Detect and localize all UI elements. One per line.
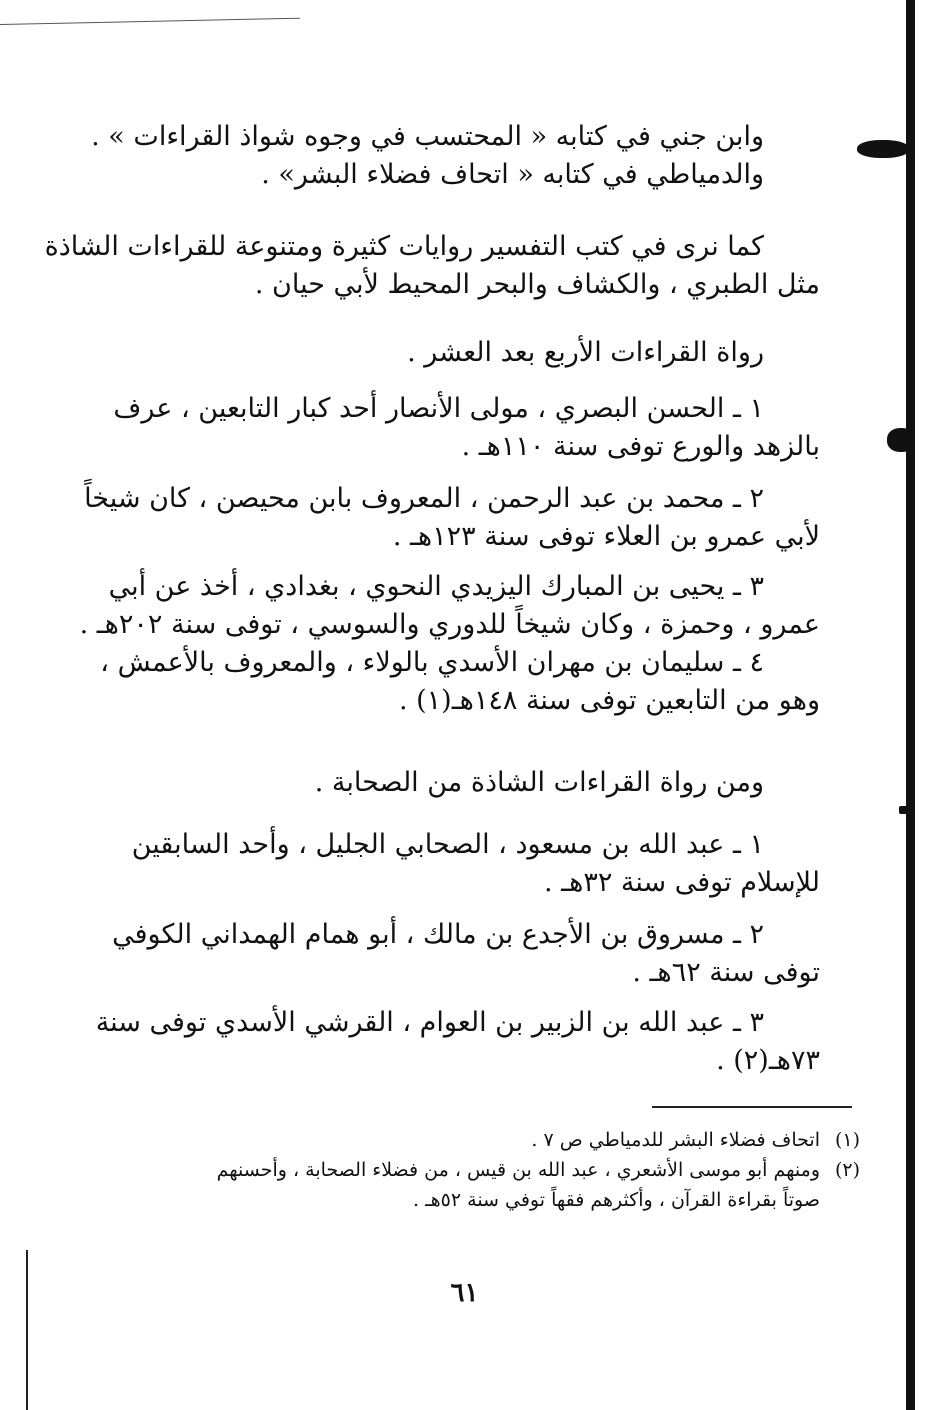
text-line: توفى سنة ٦٢هـ . [632, 957, 820, 988]
scan-edge-line [0, 18, 300, 25]
ink-blot [899, 806, 913, 814]
footnote-text: ومنهم أبو موسى الأشعري ، عبد الله بن قيس ، من فضلاء الصحابة ، وأحسنهم [216, 1159, 820, 1181]
page-edge-line [26, 1250, 28, 1410]
footnote-line [170, 1125, 860, 1155]
footnote-separator [652, 1106, 852, 1108]
text-line: ٢ ـ مسروق بن الأجدع بن مالك ، أبو همام الهمداني الكوفي [112, 919, 764, 950]
paragraph [84, 480, 820, 556]
footnote-line [170, 1155, 860, 1185]
paragraph [130, 764, 820, 802]
text-line: ومن رواة القراءات الشاذة من الصحابة . [314, 767, 764, 798]
text-line: ١ ـ الحسن البصري ، مولى الأنصار أحد كبار التابعين ، عرف [113, 393, 764, 424]
text-line: والدمياطي في كتابه « اتحاف فضلاء البشر» . [261, 159, 764, 190]
paragraph [44, 228, 820, 304]
text-line: ١ ـ عبد الله بن مسعود ، الصحابي الجليل ، وأحد السابقين [131, 829, 764, 860]
text-line: ٣ ـ عبد الله بن الزبير بن العوام ، القرشي الأسدي توفى سنة [95, 1007, 764, 1038]
paragraph [130, 334, 820, 372]
text-line: لأبي عمرو بن العلاء توفى سنة ١٢٣هـ . [392, 521, 820, 552]
paragraph [79, 568, 820, 720]
page-number: ٦١ [450, 1278, 479, 1308]
text-line: ٣ ـ يحيى بن المبارك اليزيدي النحوي ، بغدادي ، أخذ عن أبي [108, 571, 764, 602]
text-line: وهو من التابعين توفى سنة ١٤٨هـ(١) . [398, 685, 820, 716]
text-line: ٢ ـ محمد بن عبد الرحمن ، المعروف بابن محيصن ، كان شيخاً [84, 483, 764, 514]
paragraph [95, 1004, 820, 1080]
footnote-marker: (٢) [834, 1159, 860, 1181]
binding-shadow [906, 0, 915, 1410]
text-line: للإسلام توفى سنة ٣٢هـ . [544, 867, 820, 898]
paragraph [91, 118, 820, 194]
text-line: ٤ ـ سليمان بن مهران الأسدي بالولاء ، والمعروف بالأعمش ، [100, 647, 764, 678]
text-line: ٧٣هـ(٢) . [716, 1045, 820, 1076]
footnote-text: صوتاً بقراءة القرآن ، وأكثرهم فقهاً توفي سنة ٥٢هـ . [413, 1189, 820, 1211]
footnote-marker: (١) [834, 1129, 860, 1151]
footnote-line [170, 1185, 860, 1215]
footnote-text: اتحاف فضلاء البشر للدمياطي ص ٧ . [531, 1129, 820, 1151]
text-line: رواة القراءات الأربع بعد العشر . [407, 337, 764, 368]
text-line: كما نرى في كتب التفسير روايات كثيرة ومتنوعة للقراءات الشاذة [44, 231, 764, 262]
paragraph [112, 916, 820, 992]
text-line: مثل الطبري ، والكشاف والبحر المحيط لأبي حيان . [254, 269, 820, 300]
text-line: بالزهد والورع توفى سنة ١١٠هـ . [461, 431, 820, 462]
text-line: عمرو ، وحمزة ، وكان شيخاً للدوري والسوسي ، توفى سنة ٢٠٢هـ . [79, 609, 820, 640]
text-line: وابن جني في كتابه « المحتسب في وجوه شواذ القراءات » . [91, 121, 764, 152]
paragraph [130, 826, 820, 902]
ink-blot [887, 428, 915, 452]
footnotes [170, 1125, 860, 1215]
ink-blot [857, 140, 909, 158]
paragraph [113, 390, 820, 466]
